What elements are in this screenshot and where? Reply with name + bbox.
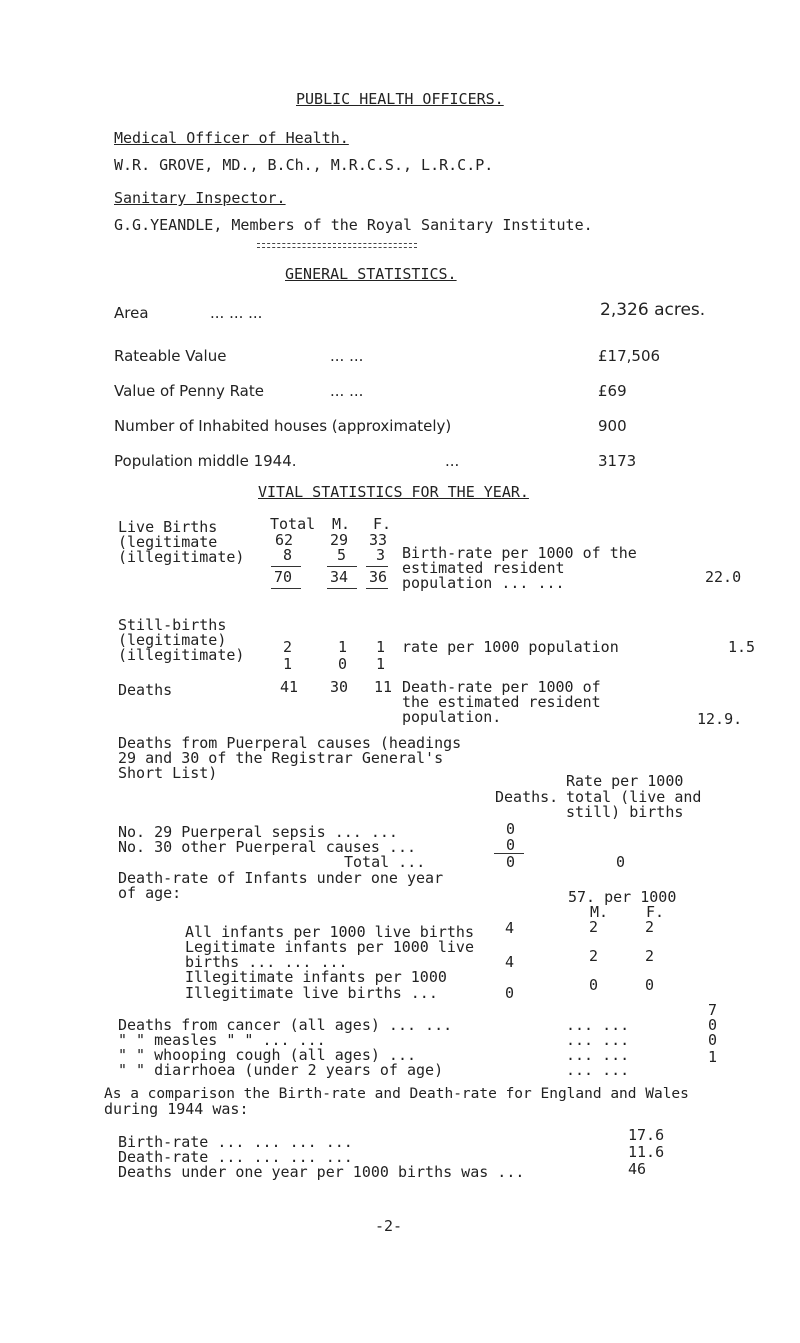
legit-label: (legitimate: [118, 533, 218, 551]
stat-label: Area: [114, 304, 149, 322]
comparison-row: Birth-rate ... ... ... ...: [118, 1133, 353, 1151]
infants-row: All infants per 1000 live births: [185, 923, 474, 941]
lb-total: 70: [274, 568, 293, 586]
still-births-label: Still-births: [118, 616, 227, 634]
rule: [271, 588, 301, 589]
birth-rate-text: estimated resident: [402, 559, 565, 577]
si-name: G.G.YEANDLE, Members of the Royal Sanitary Institute.: [114, 216, 593, 234]
vital-heading: VITAL STATISTICS FOR THE YEAR.: [258, 483, 529, 501]
comparison-value: 11.6: [628, 1143, 665, 1161]
cause-row: Deaths from cancer (all ages) ... ...: [118, 1016, 453, 1034]
infants-row: Illegitimate infants per 1000: [185, 968, 447, 986]
stat-label: Value of Penny Rate: [114, 382, 264, 400]
stat-value: 2,326 acres.: [600, 300, 706, 320]
lb-m: 34: [330, 568, 349, 586]
comparison-intro: during 1944 was:: [104, 1100, 249, 1118]
cause-row: " " diarrhoea (under 2 years of age): [118, 1061, 444, 1079]
stat-dots: ... ...: [330, 382, 364, 400]
s-illegit-m: 0: [338, 655, 348, 673]
s-legit-f: 1: [376, 638, 386, 656]
infants-col-m: M.: [590, 903, 609, 921]
infants-row: Illegitimate live births ...: [185, 984, 438, 1002]
s-legit-label: (legitimate): [118, 631, 227, 649]
stat-label: Rateable Value: [114, 347, 227, 365]
cause-dots: ... ...: [566, 1016, 630, 1034]
rate-header: Rate per 1000: [566, 772, 684, 790]
death-rate-text: the estimated resident: [402, 693, 601, 711]
comparison-intro: As a comparison the Birth-rate and Death-rate for England and Wales: [104, 1086, 689, 1102]
cause-value: 0: [708, 1016, 718, 1034]
legit-f: 33: [369, 531, 388, 549]
birth-rate-text: Birth-rate per 1000 of the: [402, 544, 637, 562]
page-heading: PUBLIC HEALTH OFFICERS.: [296, 90, 504, 108]
infants-m: 2: [589, 918, 599, 936]
infants-per: 57. per 1000: [568, 888, 677, 906]
rate-header: total (live and: [566, 788, 702, 806]
infants-m: 0: [589, 976, 599, 994]
general-heading: GENERAL STATISTICS.: [285, 265, 457, 283]
deaths-label: Deaths: [118, 681, 173, 699]
infants-f: 2: [645, 918, 655, 936]
cause-dots: ... ...: [566, 1031, 630, 1049]
puerperal-row: No. 29 Puerperal sepsis ... ...: [118, 823, 398, 841]
puerperal-total-label: Total ...: [344, 853, 426, 871]
puerperal-intro: 29 and 30 of the Registrar General's: [118, 749, 444, 767]
legit-total: 62: [275, 531, 294, 549]
cause-dots: ... ...: [566, 1046, 630, 1064]
cause-value: 0: [708, 1031, 718, 1049]
moh-name: W.R. GROVE, MD., B.Ch., M.R.C.S., L.R.C.P.: [114, 156, 494, 174]
still-rate-text: rate per 1000 population: [402, 638, 619, 656]
infants-row: Legitimate infants per 1000 live: [185, 938, 474, 956]
divider: [257, 243, 417, 248]
puerperal-deaths: 0: [506, 820, 516, 838]
puerperal-total: 0: [506, 853, 516, 871]
infants-value: 0: [505, 984, 515, 1002]
illegit-f: 3: [376, 546, 386, 564]
birth-rate-value: 22.0: [705, 568, 742, 586]
s-legit-total: 2: [283, 638, 293, 656]
stat-dots: ... ...: [330, 347, 364, 365]
deaths-total: 41: [280, 678, 299, 696]
rule: [327, 566, 357, 567]
puerperal-row: No. 30 other Puerperal causes ...: [118, 838, 417, 856]
infants-col-f: F.: [646, 903, 665, 921]
infants-row: births ... ... ...: [185, 953, 348, 971]
col-f: F.: [373, 515, 392, 533]
comparison-row: Deaths under one year per 1000 births was ...: [118, 1163, 525, 1181]
stat-dots: ...: [445, 452, 460, 470]
rule: [366, 588, 388, 589]
comparison-value: 17.6: [628, 1126, 665, 1144]
col-total: Total: [270, 515, 316, 533]
infants-f: 2: [645, 947, 655, 965]
death-rate-text: population.: [402, 708, 502, 726]
moh-title: Medical Officer of Health.: [114, 129, 349, 147]
infants-value: 4: [505, 919, 515, 937]
stat-value: 3173: [598, 452, 637, 470]
rule: [327, 588, 357, 589]
rule: [271, 566, 301, 567]
si-title: Sanitary Inspector.: [114, 189, 286, 207]
deaths-m: 30: [330, 678, 349, 696]
illegit-total: 8: [283, 546, 293, 564]
puerperal-deaths: 0: [506, 836, 516, 854]
illegit-label: (illegitimate): [118, 548, 245, 566]
rule: [366, 566, 388, 567]
death-rate-value: 12.9.: [697, 710, 743, 728]
puerperal-intro: Deaths from Puerperal causes (headings: [118, 734, 462, 752]
birth-rate-text: population ... ...: [402, 574, 565, 592]
cause-value: 7: [708, 1001, 718, 1019]
infants-intro: Death-rate of Infants under one year: [118, 869, 444, 887]
stat-label: Population middle 1944.: [114, 452, 297, 470]
puerperal-rate: 0: [616, 853, 626, 871]
rate-header: still) births: [566, 803, 684, 821]
stat-dots: ... ... ...: [210, 304, 263, 322]
comparison-row: Death-rate ... ... ... ...: [118, 1148, 353, 1166]
deaths-f: 11: [374, 678, 393, 696]
s-legit-m: 1: [338, 638, 348, 656]
s-illegit-total: 1: [283, 655, 293, 673]
infants-intro: of age:: [118, 884, 182, 902]
page-number: -2-: [375, 1217, 403, 1235]
infants-m: 2: [589, 947, 599, 965]
stat-value: £17,506: [598, 347, 661, 365]
s-illegit-label: (illegitimate): [118, 646, 245, 664]
illegit-m: 5: [337, 546, 347, 564]
s-illegit-f: 1: [376, 655, 386, 673]
live-births-label: Live Births: [118, 518, 218, 536]
cause-dots: ... ...: [566, 1061, 630, 1079]
deaths-header: Deaths.: [495, 788, 559, 806]
lb-f: 36: [369, 568, 388, 586]
stat-value: 900: [598, 417, 627, 435]
comparison-value: 46: [628, 1160, 647, 1178]
infants-f: 0: [645, 976, 655, 994]
infants-value: 4: [505, 953, 515, 971]
cause-value: 1: [708, 1048, 718, 1066]
stat-label: Number of Inhabited houses (approximately): [114, 417, 452, 435]
col-m: M.: [332, 515, 351, 533]
death-rate-text: Death-rate per 1000 of: [402, 678, 601, 696]
legit-m: 29: [330, 531, 349, 549]
puerperal-intro: Short List): [118, 764, 218, 782]
still-rate-value: 1.5: [728, 638, 756, 656]
stat-value: £69: [598, 382, 627, 400]
cause-row: " " measles " " ... ...: [118, 1031, 326, 1049]
cause-row: " " whooping cough (all ages) ...: [118, 1046, 417, 1064]
